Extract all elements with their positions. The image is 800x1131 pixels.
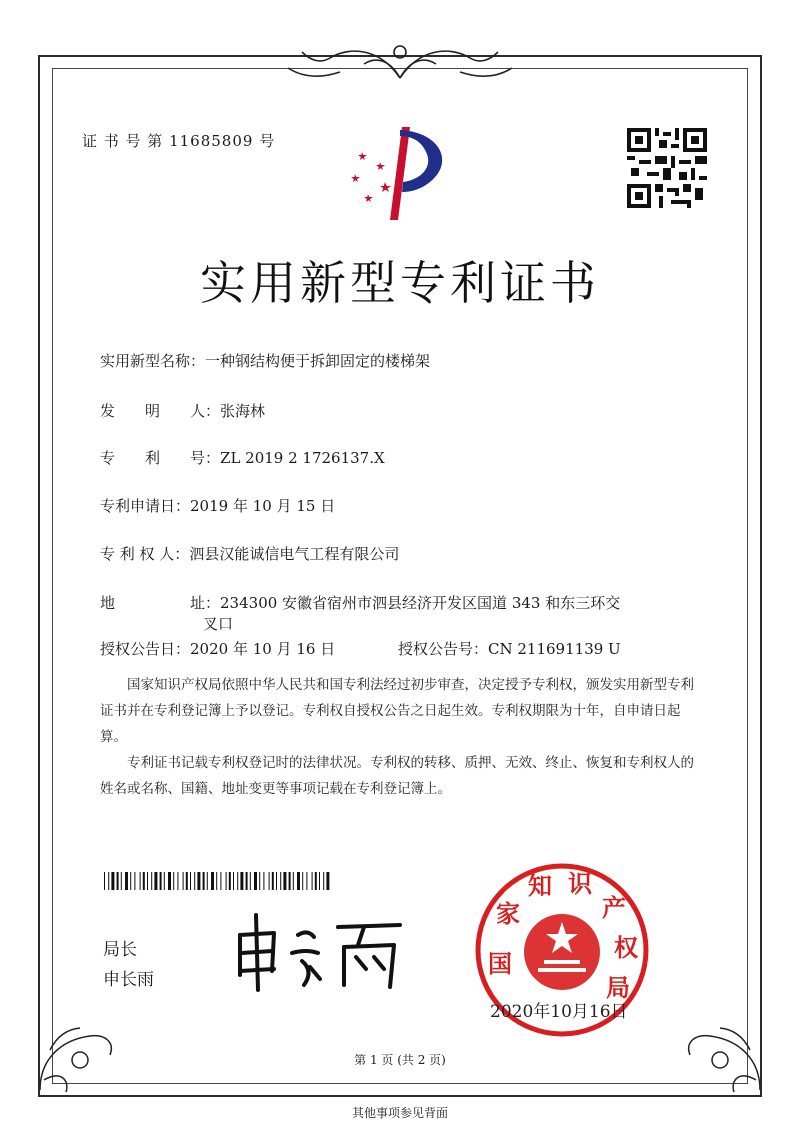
- legal-paragraph-1: 国家知识产权局依照中华人民共和国专利法经过初步审查，决定授予专利权，颁发实用新型专利证书并在专利登记簿上予以登记。专利权自授权公告之日起生效。专利权期限为十年，自申请日起算。: [100, 677, 694, 745]
- field-patentee: [100, 543, 399, 564]
- field-value: 2019 年 10 月 15 日: [190, 497, 336, 515]
- corner-ornament-left-icon: [30, 1000, 120, 1095]
- qr-code-icon: [627, 128, 707, 208]
- page-number: 第 1 页 (共 2 页): [354, 1053, 446, 1067]
- legal-text-block: [100, 672, 700, 802]
- corner-ornament-right-icon: [680, 1000, 770, 1095]
- field-address: [100, 592, 620, 613]
- svg-text:家: 家: [496, 900, 520, 928]
- svg-text:识: 识: [568, 870, 592, 898]
- field-inventor: [100, 400, 265, 421]
- field-value: 张海林: [220, 402, 266, 420]
- svg-text:局: 局: [606, 974, 630, 1002]
- field-value: ZL 2019 2 1726137.X: [220, 449, 385, 467]
- field-address-line2: 叉口: [203, 615, 234, 633]
- field-value: 2020 年 10 月 16 日: [190, 640, 336, 658]
- field-label: 授权公告号：: [398, 640, 489, 658]
- cnipa-logo-icon: [340, 122, 460, 222]
- field-label: 实用新型名称：: [100, 352, 206, 370]
- svg-text:产: 产: [602, 894, 626, 922]
- field-value: 一种钢结构便于拆卸固定的楼梯架: [205, 352, 431, 370]
- svg-text:国: 国: [488, 950, 512, 978]
- field-value: CN 211691139 U: [488, 640, 621, 658]
- seal-date: 2020年10月16日: [490, 1002, 628, 1022]
- director-name: 申长雨: [103, 970, 154, 990]
- footer-note: 其他事项参见背面: [351, 1106, 448, 1120]
- field-label: 发 明 人：: [100, 402, 221, 420]
- svg-text:权: 权: [614, 934, 638, 962]
- field-label: 专 利 号：: [100, 449, 221, 467]
- field-value: 234300 安徽省宿州市泗县经济开发区国道 343 和东三环交: [220, 594, 621, 612]
- field-grant-date: [100, 638, 335, 659]
- director-signature-icon: [228, 905, 408, 995]
- field-filing-date: [100, 495, 335, 516]
- field-label: 专 利 权 人：: [100, 545, 190, 563]
- director-title: 局长: [103, 940, 137, 960]
- field-utility-model-name: [100, 350, 430, 371]
- field-grant-number: [398, 638, 621, 659]
- barcode-icon: [104, 872, 332, 890]
- legal-paragraph-2: 专利证书记载专利权登记时的法律状况。专利权的转移、质押、无效、终止、恢复和专利权人的姓名或名称、国籍、地址变更等事项记载在专利登记簿上。: [100, 755, 694, 797]
- certificate-title: 实用新型专利证书: [200, 256, 600, 310]
- field-label: 专利申请日：: [100, 497, 191, 515]
- field-label: 地 址：: [100, 594, 221, 612]
- field-patent-number: [100, 447, 385, 468]
- field-value: 泗县汉能诚信电气工程有限公司: [189, 545, 400, 563]
- svg-text:知: 知: [528, 872, 552, 900]
- field-label: 授权公告日：: [100, 640, 191, 658]
- certificate-number: 证 书 号 第 11685809 号: [82, 132, 276, 150]
- top-ornament-icon: [280, 38, 520, 86]
